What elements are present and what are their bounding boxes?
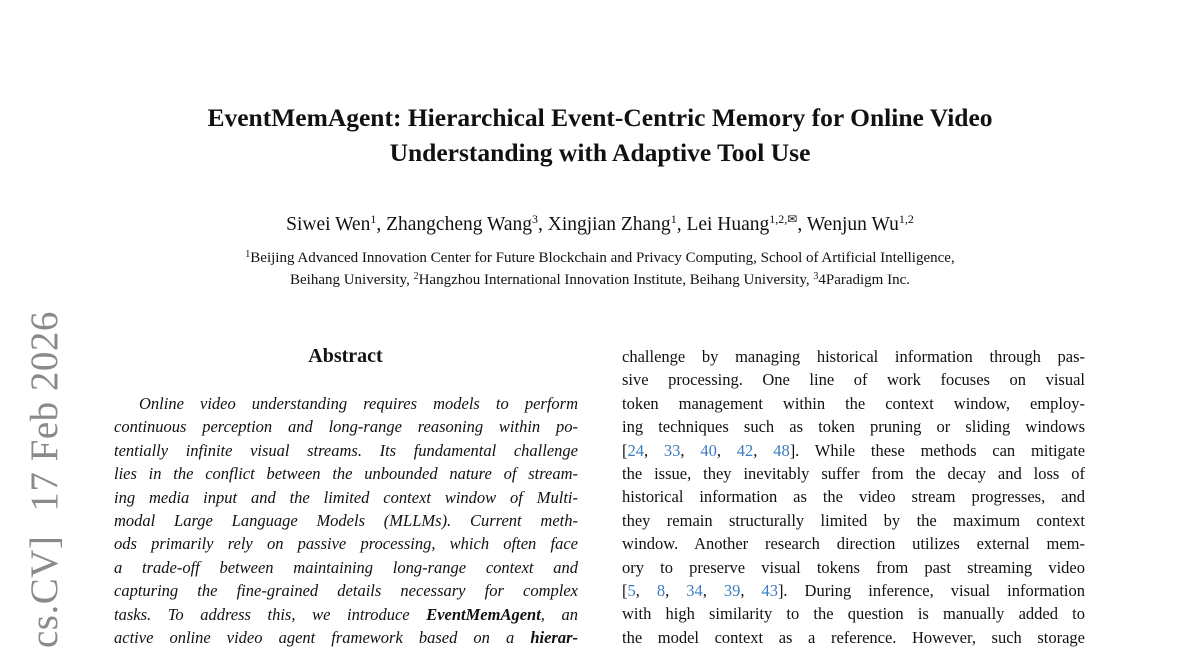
abstract-line: a trade-off between maintaining long-range context and	[114, 557, 578, 577]
citation-link[interactable]: 8	[656, 580, 666, 600]
arxiv-date: 17 Feb 2026	[23, 311, 66, 512]
bracket: [	[622, 580, 628, 600]
method-name: EventMemAgent	[426, 604, 541, 624]
affiliation-mark: 3	[813, 271, 819, 282]
abstract-text: , an	[540, 604, 579, 624]
author-list: Siwei Wen$^1$, Zhangcheng Wang$^3$, Xingjian Zhang$^1$, Lei Huang$^{1,2,✉}$, Wenjun Wu$^{1,2}$	[286, 212, 914, 235]
title-line-2: Understanding with Adaptive Tool Use	[389, 138, 811, 167]
citation-link[interactable]: 33	[663, 440, 681, 460]
body-line: sive processing. One line of work focuses on visual	[622, 370, 1085, 390]
abstract-bold-text: hierar-	[530, 627, 578, 647]
title-line-1: EventMemAgent: Hierarchical Event-Centric Memory for Online Video	[207, 103, 993, 132]
body-line: [24, 33, 40, 42, 48]. While these methods can mitigate	[622, 440, 1086, 460]
abstract-line: lies in the conflict between the unbounded nature of stream-	[114, 464, 578, 484]
body-line: with high similarity to the question is manually added to	[622, 604, 1085, 624]
abstract-line: continuous perception and long-range reasoning within po-	[114, 417, 578, 437]
body-line: they remain structurally limited by the maximum context	[622, 510, 1085, 530]
citation-link[interactable]: 48	[773, 440, 790, 460]
abstract-heading: Abstract	[308, 345, 383, 367]
abstract-line	[114, 626, 578, 649]
author-name: Xingjian Zhang	[547, 214, 671, 235]
abstract-text: tasks. To address this, we introduce	[114, 604, 427, 624]
intro-column	[622, 345, 1085, 649]
bracket: [	[622, 440, 628, 460]
body-text: ]. While these methods can mitigate	[789, 440, 1086, 460]
affiliation-text: Hangzhou International Innovation Institute, Beihang University,	[418, 272, 814, 288]
body-line: ory to preserve visual tokens from past streaming video	[622, 557, 1085, 577]
affiliation-text: Beijing Advanced Innovation Center for Future Blockchain and Privacy Computing, School of Artificial Intelligence,	[250, 250, 955, 266]
abstract-line: ods primarily rely on passive processing, which often face	[114, 534, 578, 554]
abstract-line: ing media input and the limited context window of Multi-	[114, 487, 578, 507]
citation-link[interactable]: 5	[627, 580, 636, 600]
body-line: historical information as the video stream progresses, and	[622, 487, 1085, 507]
citation-link[interactable]: 42	[736, 440, 754, 460]
body-line: the issue, they inevitably suffer from the decay and loss of	[622, 463, 1085, 483]
author-affiliation-mark: 1	[670, 212, 677, 226]
abstract-line: tentially infinite visual streams. Its fundamental challenge	[114, 440, 578, 460]
abstract-body	[114, 392, 578, 649]
affiliation-mark: 1	[245, 249, 251, 260]
body-line: [5, 8, 34, 39, 43]. During inference, visual information	[622, 580, 1086, 600]
citation-link[interactable]: 40	[700, 440, 717, 460]
author-name: Wenjun Wu	[806, 214, 899, 235]
abstract-line	[114, 603, 578, 626]
citation-link[interactable]: 39	[723, 580, 741, 600]
affiliations	[100, 247, 1100, 291]
body-text: ]. During inference, visual information	[777, 580, 1086, 600]
body-line: the model context as a reference. However, such storage	[622, 627, 1085, 647]
body-line: challenge by managing historical information through pas-	[622, 347, 1085, 366]
body-line: window. Another research direction utilizes external mem-	[622, 534, 1085, 554]
affiliation-line-2	[100, 269, 1100, 291]
author-affiliation-mark: 1,2,✉	[769, 212, 798, 226]
affiliation-mark: 2	[413, 271, 419, 282]
abstract-line: capturing the fine-grained details necessary for complex	[114, 581, 578, 601]
paper-title	[100, 100, 1100, 170]
body-line: token management within the context window, employ-	[622, 393, 1085, 413]
affiliation-text: 4Paradigm Inc.	[818, 272, 910, 288]
arxiv-category: cs.CV]	[23, 535, 66, 648]
author-name: Siwei Wen	[286, 214, 371, 235]
author-affiliation-mark: 1,2	[898, 212, 914, 226]
citation-link[interactable]: 24	[627, 440, 644, 460]
author-name: Zhangcheng Wang	[386, 214, 532, 235]
author-name: Lei Huang	[686, 214, 770, 235]
abstract-text: active online video agent framework based on a	[114, 627, 531, 647]
author-affiliation-mark: 1	[370, 212, 377, 226]
citation-link[interactable]: 34	[686, 580, 703, 600]
abstract-line: Online video understanding requires models to perform	[139, 394, 578, 413]
author-affiliation-mark: 3	[532, 212, 538, 226]
citation-link[interactable]: 43	[761, 580, 778, 600]
affiliation-text: Beihang University,	[289, 272, 414, 288]
body-line: ing techniques such as token pruning or sliding windows	[622, 417, 1085, 437]
abstract-line: modal Large Language Models (MLLMs). Current meth-	[114, 510, 578, 530]
arxiv-identifier	[22, 311, 68, 648]
affiliation-line-1	[100, 247, 1100, 269]
